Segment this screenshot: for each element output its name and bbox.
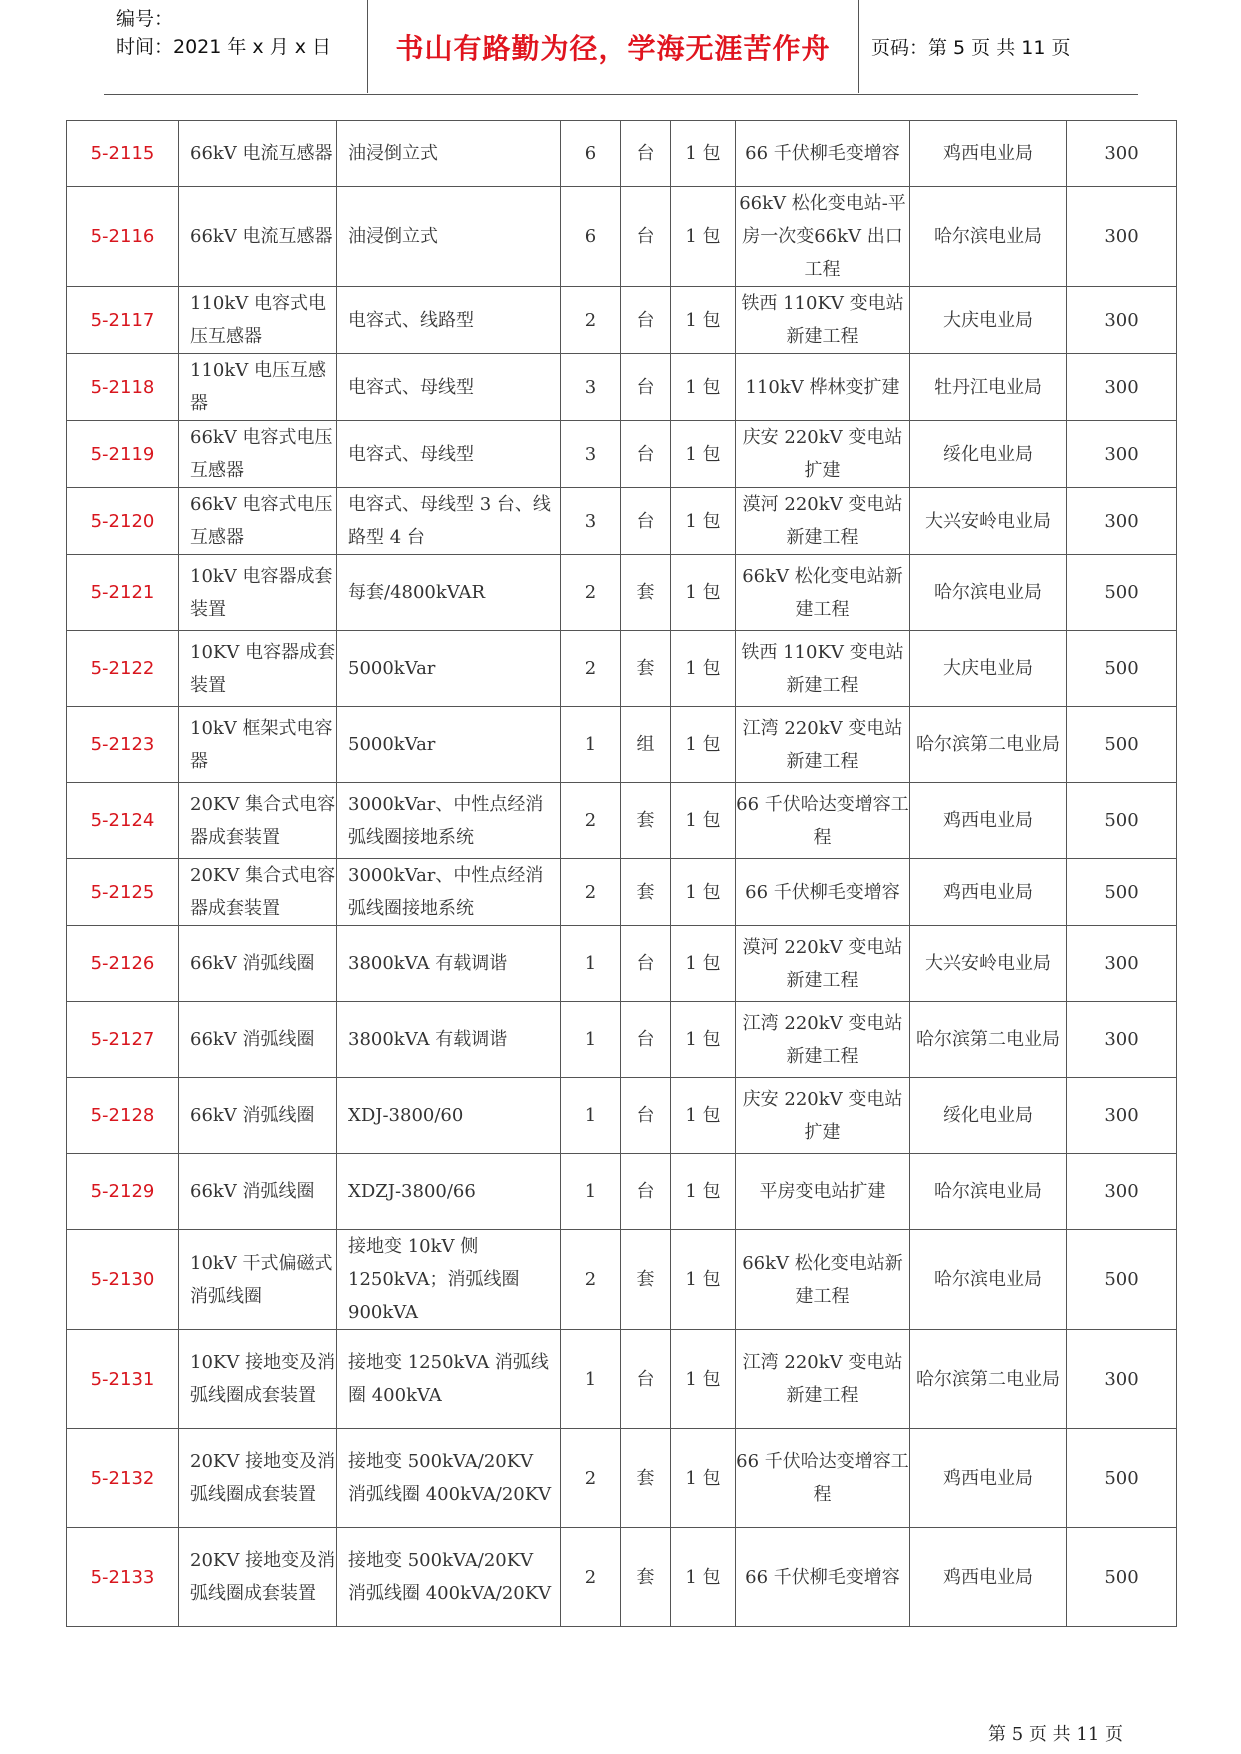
row-project: 110kV 桦林变扩建 [736,354,910,421]
row-equipment-name: 20KV 集合式电容器成套装置 [179,783,337,859]
table-row [67,1429,1177,1528]
row-project: 66kV 松化变电站新建工程 [736,555,910,631]
table-row [67,1002,1177,1078]
row-project: 江湾 220kV 变电站新建工程 [736,707,910,783]
table-row [67,121,1177,187]
table-body [67,121,1177,1627]
row-price: 300 [1067,1154,1177,1230]
row-unit: 台 [621,1002,671,1078]
row-bureau: 牡丹江电业局 [910,354,1067,421]
row-bureau: 大庆电业局 [910,631,1067,707]
row-price: 300 [1067,187,1177,287]
row-project: 江湾 220kV 变电站新建工程 [736,1330,910,1429]
row-code: 5-2131 [67,1330,179,1429]
row-package: 1 包 [671,555,736,631]
row-unit: 台 [621,488,671,555]
row-project: 平房变电站扩建 [736,1154,910,1230]
row-quantity: 2 [561,859,621,926]
row-unit: 套 [621,631,671,707]
row-equipment-name: 20KV 接地变及消弧线圈成套装置 [179,1429,337,1528]
row-unit: 台 [621,1330,671,1429]
row-bureau: 哈尔滨电业局 [910,1230,1067,1330]
row-price: 500 [1067,783,1177,859]
row-price: 300 [1067,488,1177,555]
row-equipment-name: 110kV 电容式电压互感器 [179,287,337,354]
row-quantity: 6 [561,121,621,187]
row-specification: 电容式、线路型 [337,287,561,354]
row-specification: 5000kVar [337,631,561,707]
row-code: 5-2130 [67,1230,179,1330]
row-quantity: 1 [561,926,621,1002]
row-bureau: 哈尔滨电业局 [910,555,1067,631]
row-bureau: 哈尔滨第二电业局 [910,707,1067,783]
row-price: 500 [1067,1528,1177,1627]
row-bureau: 大兴安岭电业局 [910,926,1067,1002]
row-bureau: 哈尔滨第二电业局 [910,1330,1067,1429]
row-code: 5-2127 [67,1002,179,1078]
row-price: 300 [1067,1330,1177,1429]
row-code: 5-2123 [67,707,179,783]
row-package: 1 包 [671,187,736,287]
row-code: 5-2118 [67,354,179,421]
row-project: 铁西 110KV 变电站新建工程 [736,287,910,354]
row-equipment-name: 66kV 电容式电压互感器 [179,421,337,488]
row-price: 500 [1067,707,1177,783]
table-row [67,631,1177,707]
row-equipment-name: 66kV 消弧线圈 [179,1154,337,1230]
row-package: 1 包 [671,783,736,859]
row-price: 300 [1067,1078,1177,1154]
row-specification: 电容式、母线型 3 台、线路型 4 台 [337,488,561,555]
row-quantity: 2 [561,631,621,707]
row-project: 66 千伏柳毛变增容 [736,859,910,926]
row-specification: XDJ-3800/60 [337,1078,561,1154]
row-quantity: 6 [561,187,621,287]
row-package: 1 包 [671,1429,736,1528]
table-row [67,421,1177,488]
header-motto-cell [368,0,859,93]
row-bureau: 绥化电业局 [910,421,1067,488]
row-bureau: 鸡西电业局 [910,1429,1067,1528]
row-bureau: 大庆电业局 [910,287,1067,354]
row-project: 66 千伏哈达变增容工程 [736,783,910,859]
row-code: 5-2125 [67,859,179,926]
table-row [67,287,1177,354]
row-project: 66 千伏柳毛变增容 [736,1528,910,1627]
row-unit: 套 [621,783,671,859]
row-package: 1 包 [671,121,736,187]
row-code: 5-2117 [67,287,179,354]
row-project: 江湾 220kV 变电站新建工程 [736,1002,910,1078]
row-specification: 3000kVar、中性点经消弧线圈接地系统 [337,859,561,926]
row-project: 66 千伏哈达变增容工程 [736,1429,910,1528]
row-equipment-name: 66kV 电流互感器 [179,121,337,187]
row-unit: 套 [621,1528,671,1627]
row-price: 300 [1067,1002,1177,1078]
row-equipment-name: 66kV 电容式电压互感器 [179,488,337,555]
equipment-table-container [66,120,1176,1627]
table-row [67,707,1177,783]
row-unit: 台 [621,287,671,354]
row-project: 铁西 110KV 变电站新建工程 [736,631,910,707]
row-specification: 油浸倒立式 [337,121,561,187]
row-price: 300 [1067,421,1177,488]
row-bureau: 大兴安岭电业局 [910,488,1067,555]
row-unit: 套 [621,859,671,926]
header-page-cell [859,0,1138,93]
row-package: 1 包 [671,631,736,707]
row-unit: 台 [621,1154,671,1230]
row-unit: 套 [621,1429,671,1528]
row-specification: 电容式、母线型 [337,421,561,488]
header-meta [104,0,368,93]
row-unit: 台 [621,421,671,488]
row-package: 1 包 [671,1330,736,1429]
row-price: 300 [1067,287,1177,354]
row-unit: 台 [621,926,671,1002]
row-code: 5-2129 [67,1154,179,1230]
table-row [67,488,1177,555]
row-equipment-name: 10kV 电容器成套装置 [179,555,337,631]
row-project: 漠河 220kV 变电站新建工程 [736,488,910,555]
row-project: 66 千伏柳毛变增容 [736,121,910,187]
row-package: 1 包 [671,421,736,488]
table-row [67,187,1177,287]
row-equipment-name: 10kV 干式偏磁式消弧线圈 [179,1230,337,1330]
table-row [67,1078,1177,1154]
row-equipment-name: 66kV 电流互感器 [179,187,337,287]
row-quantity: 1 [561,1002,621,1078]
row-specification: 3800kVA 有载调谐 [337,926,561,1002]
row-code: 5-2133 [67,1528,179,1627]
row-quantity: 1 [561,1330,621,1429]
row-equipment-name: 10KV 电容器成套装置 [179,631,337,707]
table-row [67,1154,1177,1230]
row-code: 5-2115 [67,121,179,187]
row-bureau: 鸡西电业局 [910,1528,1067,1627]
row-price: 300 [1067,926,1177,1002]
row-quantity: 1 [561,1154,621,1230]
document-number-label: 编号： [116,8,174,30]
table-row [67,1528,1177,1627]
row-quantity: 2 [561,1429,621,1528]
row-equipment-name: 66kV 消弧线圈 [179,1002,337,1078]
row-equipment-name: 20KV 接地变及消弧线圈成套装置 [179,1528,337,1627]
row-code: 5-2119 [67,421,179,488]
row-bureau: 鸡西电业局 [910,121,1067,187]
row-project: 66kV 松化变电站-平房一次变66kV 出口工程 [736,187,910,287]
row-bureau: 哈尔滨第二电业局 [910,1002,1067,1078]
row-equipment-name: 20KV 集合式电容器成套装置 [179,859,337,926]
row-unit: 台 [621,187,671,287]
row-bureau: 哈尔滨电业局 [910,1154,1067,1230]
row-package: 1 包 [671,1154,736,1230]
row-code: 5-2126 [67,926,179,1002]
row-package: 1 包 [671,1528,736,1627]
row-project: 漠河 220kV 变电站新建工程 [736,926,910,1002]
table-row [67,555,1177,631]
row-quantity: 2 [561,555,621,631]
document-date: 时间：2021 年 x 月 x 日 [116,36,332,58]
row-bureau: 绥化电业局 [910,1078,1067,1154]
row-package: 1 包 [671,926,736,1002]
row-unit: 套 [621,1230,671,1330]
row-specification: 接地变 10kV 侧1250kVA；消弧线圈900kVA [337,1230,561,1330]
row-unit: 台 [621,1078,671,1154]
row-equipment-name: 10kV 框架式电容器 [179,707,337,783]
row-specification: 电容式、母线型 [337,354,561,421]
row-code: 5-2121 [67,555,179,631]
row-bureau: 鸡西电业局 [910,859,1067,926]
row-price: 300 [1067,354,1177,421]
table-row [67,859,1177,926]
row-bureau: 哈尔滨电业局 [910,187,1067,287]
table-row [67,354,1177,421]
row-specification: 3800kVA 有载调谐 [337,1002,561,1078]
row-unit: 台 [621,121,671,187]
row-unit: 台 [621,354,671,421]
page-footer [988,1720,1123,1746]
row-package: 1 包 [671,859,736,926]
row-package: 1 包 [671,1078,736,1154]
row-specification: 每套/4800kVAR [337,555,561,631]
table-row [67,783,1177,859]
row-quantity: 2 [561,1230,621,1330]
row-specification: 接地变 500kVA/20KV 消弧线圈 400kVA/20KV [337,1528,561,1627]
row-project: 66kV 松化变电站新建工程 [736,1230,910,1330]
row-code: 5-2128 [67,1078,179,1154]
row-quantity: 1 [561,1078,621,1154]
row-package: 1 包 [671,1002,736,1078]
row-price: 500 [1067,631,1177,707]
row-equipment-name: 10KV 接地变及消弧线圈成套装置 [179,1330,337,1429]
row-specification: 5000kVar [337,707,561,783]
row-quantity: 2 [561,287,621,354]
row-bureau: 鸡西电业局 [910,783,1067,859]
row-code: 5-2132 [67,1429,179,1528]
row-code: 5-2116 [67,187,179,287]
row-package: 1 包 [671,707,736,783]
row-specification: XDZJ-3800/66 [337,1154,561,1230]
row-price: 500 [1067,859,1177,926]
row-specification: 接地变 1250kVA 消弧线圈 400kVA [337,1330,561,1429]
page-number-label: 页码：第 5 页 共 11 页 [871,37,1071,59]
motto-text: 书山有路勤为径，学海无涯苦作舟 [395,31,831,65]
row-equipment-name: 66kV 消弧线圈 [179,926,337,1002]
row-equipment-name: 66kV 消弧线圈 [179,1078,337,1154]
row-quantity: 3 [561,488,621,555]
row-price: 500 [1067,1230,1177,1330]
row-specification: 3000kVar、中性点经消弧线圈接地系统 [337,783,561,859]
equipment-table [66,120,1177,1627]
row-package: 1 包 [671,287,736,354]
row-quantity: 1 [561,707,621,783]
row-specification: 油浸倒立式 [337,187,561,287]
row-package: 1 包 [671,488,736,555]
row-unit: 套 [621,555,671,631]
table-row [67,926,1177,1002]
row-package: 1 包 [671,1230,736,1330]
row-price: 300 [1067,121,1177,187]
row-quantity: 2 [561,1528,621,1627]
row-code: 5-2124 [67,783,179,859]
row-quantity: 3 [561,354,621,421]
row-unit: 组 [621,707,671,783]
row-code: 5-2122 [67,631,179,707]
row-equipment-name: 110kV 电压互感器 [179,354,337,421]
row-price: 500 [1067,1429,1177,1528]
row-project: 庆安 220kV 变电站扩建 [736,421,910,488]
table-row [67,1330,1177,1429]
row-code: 5-2120 [67,488,179,555]
table-row [67,1230,1177,1330]
page-header [104,0,1138,95]
row-package: 1 包 [671,354,736,421]
row-price: 500 [1067,555,1177,631]
row-specification: 接地变 500kVA/20KV 消弧线圈 400kVA/20KV [337,1429,561,1528]
row-quantity: 3 [561,421,621,488]
row-project: 庆安 220kV 变电站扩建 [736,1078,910,1154]
footer-page-number: 第 5 页 共 11 页 [988,1724,1123,1745]
row-quantity: 2 [561,783,621,859]
